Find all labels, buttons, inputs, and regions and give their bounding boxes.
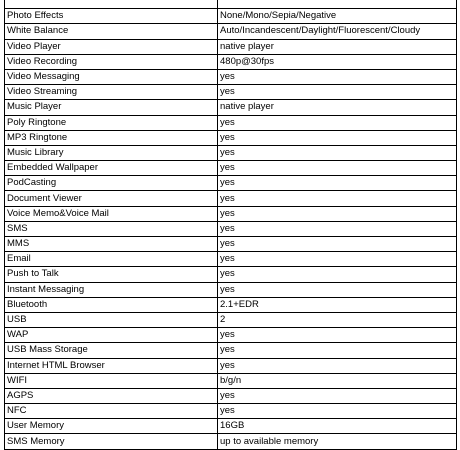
spec-label: White Balance [5, 24, 218, 39]
table-row [5, 161, 457, 176]
table-row [5, 85, 457, 100]
table-row [5, 206, 457, 221]
table-row [5, 145, 457, 160]
table-row [5, 69, 457, 84]
spec-label: Embedded Wallpaper [5, 161, 218, 176]
spec-value: yes [218, 252, 457, 267]
spec-label: PodCasting [5, 176, 218, 191]
spec-value: native player [218, 100, 457, 115]
spec-label: Photo Effects [5, 9, 218, 24]
spec-value: yes [218, 206, 457, 221]
spec-label: Music Player [5, 100, 218, 115]
table-row [5, 252, 457, 267]
table-row [5, 373, 457, 388]
table-row [5, 115, 457, 130]
table-row [5, 312, 457, 327]
table-row [5, 0, 457, 9]
spec-value: None/Mono/Sepia/Negative [218, 9, 457, 24]
table-row [5, 434, 457, 449]
spec-value: 2.1+EDR [218, 297, 457, 312]
spec-label: MMS [5, 237, 218, 252]
table-row [5, 191, 457, 206]
spec-value: yes [218, 176, 457, 191]
spec-value: yes [218, 343, 457, 358]
spec-label: Voice Memo&Voice Mail [5, 206, 218, 221]
table-row [5, 267, 457, 282]
spec-label: Instant Messaging [5, 282, 218, 297]
spec-value: yes [218, 282, 457, 297]
spec-value: native player [218, 39, 457, 54]
spec-label: Internet HTML Browser [5, 358, 218, 373]
spec-label: NFC [5, 404, 218, 419]
table-row [5, 9, 457, 24]
table-row [5, 54, 457, 69]
spec-label: Bluetooth [5, 297, 218, 312]
table-row [5, 39, 457, 54]
spec-label: Video Streaming [5, 85, 218, 100]
table-row [5, 237, 457, 252]
spec-table-body [5, 0, 457, 449]
spec-value: yes [218, 328, 457, 343]
table-row [5, 404, 457, 419]
spec-value [218, 0, 457, 9]
spec-label: WIFI [5, 373, 218, 388]
spec-value: yes [218, 191, 457, 206]
spec-label: USB Mass Storage [5, 343, 218, 358]
spec-label: SMS Memory [5, 434, 218, 449]
table-row [5, 130, 457, 145]
spec-value: 480p@30fps [218, 54, 457, 69]
spec-value: 2 [218, 312, 457, 327]
spec-label: USB [5, 312, 218, 327]
spec-label [5, 0, 218, 9]
spec-label: Poly Ringtone [5, 115, 218, 130]
spec-value: up to available memory [218, 434, 457, 449]
spec-label: Music Library [5, 145, 218, 160]
table-row [5, 328, 457, 343]
spec-value: b/g/n [218, 373, 457, 388]
table-row [5, 358, 457, 373]
spec-value: Auto/Incandescent/Daylight/Fluorescent/Cloudy [218, 24, 457, 39]
table-row [5, 176, 457, 191]
spec-label: WAP [5, 328, 218, 343]
table-row [5, 343, 457, 358]
spec-sheet [4, 0, 456, 450]
spec-value: yes [218, 161, 457, 176]
spec-value: yes [218, 404, 457, 419]
table-row [5, 24, 457, 39]
table-row [5, 221, 457, 236]
spec-label: Document Viewer [5, 191, 218, 206]
spec-table [4, 0, 457, 450]
spec-value: yes [218, 221, 457, 236]
spec-label: Video Player [5, 39, 218, 54]
spec-value: yes [218, 145, 457, 160]
table-row [5, 297, 457, 312]
table-row [5, 388, 457, 403]
spec-value: 16GB [218, 419, 457, 434]
spec-value: yes [218, 237, 457, 252]
table-row [5, 100, 457, 115]
spec-label: Email [5, 252, 218, 267]
spec-label: Video Messaging [5, 69, 218, 84]
table-row [5, 419, 457, 434]
spec-value: yes [218, 388, 457, 403]
spec-label: SMS [5, 221, 218, 236]
spec-value: yes [218, 358, 457, 373]
spec-value: yes [218, 115, 457, 130]
spec-value: yes [218, 69, 457, 84]
spec-label: Video Recording [5, 54, 218, 69]
spec-label: AGPS [5, 388, 218, 403]
spec-value: yes [218, 85, 457, 100]
table-row [5, 282, 457, 297]
spec-value: yes [218, 130, 457, 145]
spec-label: Push to Talk [5, 267, 218, 282]
spec-label: User Memory [5, 419, 218, 434]
spec-value: yes [218, 267, 457, 282]
spec-label: MP3 Ringtone [5, 130, 218, 145]
